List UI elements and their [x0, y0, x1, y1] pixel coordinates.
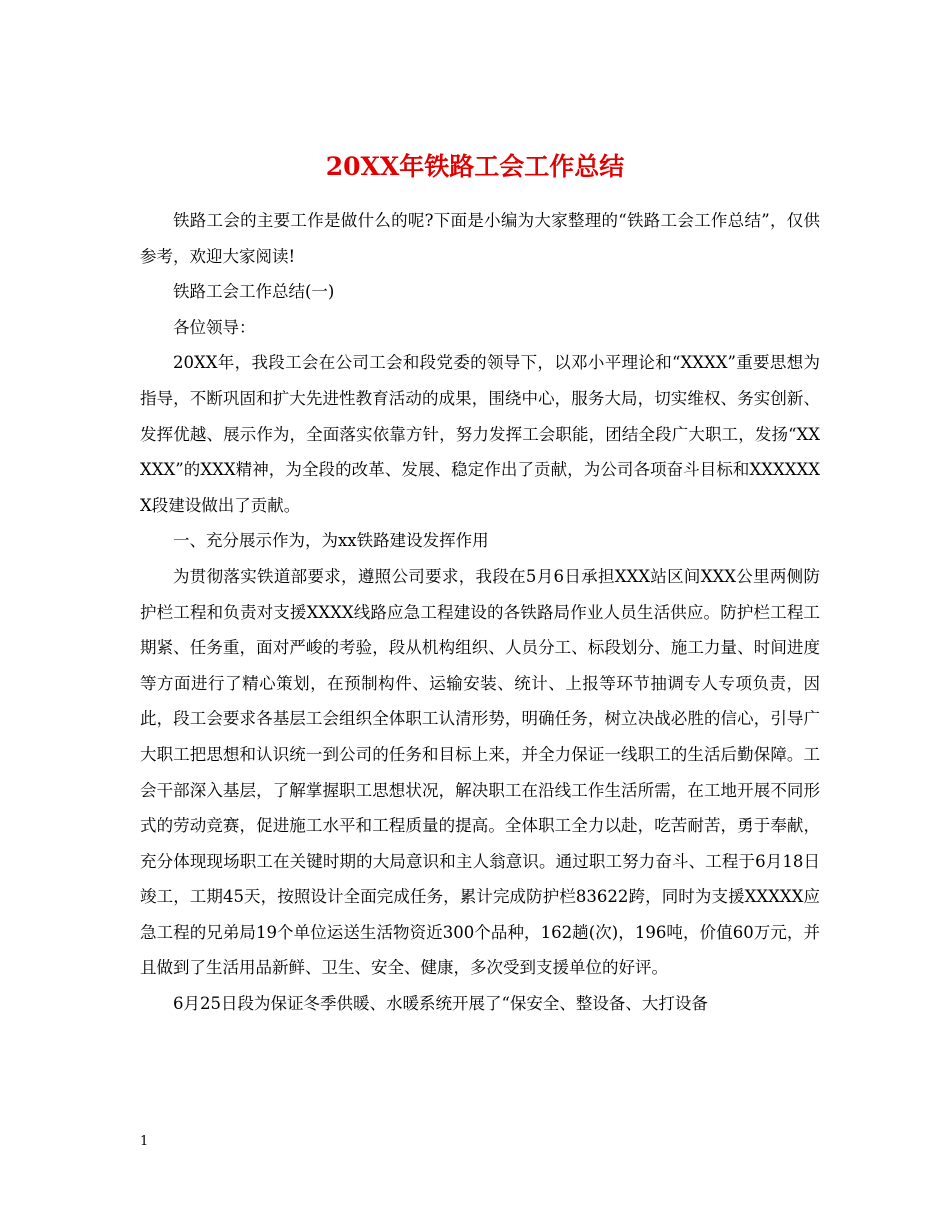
body-paragraph: 20XX年，我段工会在公司工会和段党委的领导下，以邓小平理论和“XXXX”重要思想为指导，不断巩固和扩大先进性教育活动的成果，围绕中心，服务大局，切实维权、务实创新、发挥优越、展示作为，全面落实依靠方针，努力发挥工会职能，团结全段广大职工，发扬“XXXXX”的XXX精神，为全段的改革、发展、稳定作出了贡献，为公司各项奋斗目标和XXXXXXX段建设做出了贡献。	[140, 353, 820, 515]
document-body	[140, 203, 820, 1022]
salutation: 各位领导：	[173, 317, 256, 337]
intro-paragraph: 铁路工会的主要工作是做什么的呢?下面是小编为大家整理的“铁路工会工作总结”，仅供参考，欢迎大家阅读!	[140, 211, 820, 266]
section-heading: 铁路工会工作总结(一)	[173, 282, 335, 302]
page-number: 1	[140, 1134, 149, 1149]
subsection-heading: 一、充分展示作为，为xx铁路建设发挥作用	[173, 531, 489, 551]
body-paragraph: 6月25日段为保证冬季供暖、水暖系统开展了“保安全、整设备、大打设备	[173, 994, 708, 1014]
body-paragraph: 为贯彻落实铁道部要求，遵照公司要求，我段在5月6日承担XXX站区间XXX公里两侧防护栏工程和负责对支援XXXX线路应急工程建设的各铁路局作业人员生活供应。防护栏工程工期紧、任务重，面对严峻的考验，段从机构组织、人员分工、标段划分、施工力量、时间进度等方面进行了精心策划，在预制构件、运输安装、统计、上报等环节抽调专人专项负责，因此，段工会要求各基层工会组织全体职工认清形势，明确任务，树立决战必胜的信心，引导广大职工把思想和认识统一到公司的任务和目标上来，并全力保证一线职工的生活后勤保障。工会干部深入基层，了解掌握职工思想状况，解决职工在沿线工作生活所需，在工地开展不同形式的劳动竞赛，促进施工水平和工程质量的提高。全体职工全力以赴，吃苦耐苦，勇于奉献，充分体现现场职工在关键时期的大局意识和主人翁意识。通过职工努力奋斗、工程于6月18日竣工，工期45天，按照设计全面完成任务，累计完成防护栏83622跨，同时为支援XXXXX应急工程的兄弟局19个单位运送生活物资近300个品种，162趟(次)，196吨，价值60万元，并且做到了生活用品新鲜、卫生、安全、健康，多次受到支援单位的好评。	[140, 566, 820, 978]
document-title: 20XX年铁路工会工作总结	[325, 151, 625, 181]
